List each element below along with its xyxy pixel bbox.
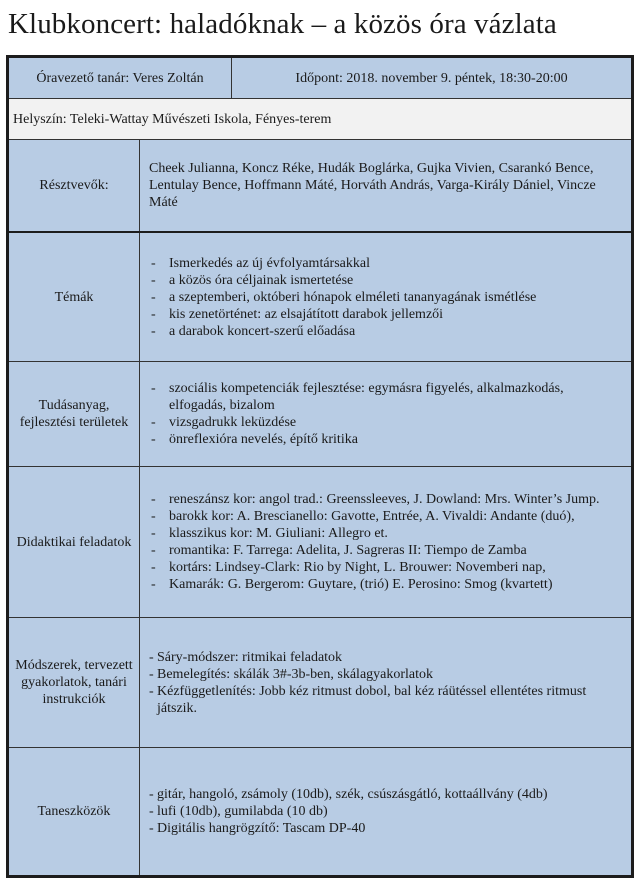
section-row-didaktikai [9,467,631,618]
time-cell: Időpont: 2018. november 9. péntek, 18:30-20:00 [295,70,568,86]
section-row-taneszkozok [9,748,631,875]
list-item: - Kézfüggetlenítés: Jobb kéz ritmust dobol, bal kéz ráütéssel ellentétes ritmust játszik. [149,683,623,717]
section-label: Didaktikai feladatok [9,467,140,617]
section-label: Taneszközök [9,748,140,875]
section-content [140,467,631,617]
list-item: - Bemelegítés: skálák 3#-3b-ben, skálagyakorlatok [149,666,623,683]
list-item: - klasszikus kor: M. Giuliani: Allegro et. [149,525,600,542]
participants-list: Cheek Julianna, Koncz Réke, Hudák Boglárka, Gujka Vivien, Csarankó Bence, Lentulay Bence, Hoffmann Máté, Horváth András, Varga-Király Dániel, Vincze Máté [149,161,596,210]
list-item: - a darabok koncert-szerű előadása [149,323,536,340]
list-item: - a közös óra céljainak ismertetése [149,272,536,289]
list-item: - reneszánsz kor: angol trad.: Greenssleeves, J. Dowland: Mrs. Winter’s Jump. [149,491,600,508]
participants-label: Résztvevők: [9,140,140,231]
tools-list [149,786,548,837]
teacher-cell: Óravezető tanár: Veres Zoltán [9,58,232,98]
list-item: - barokk kor: A. Brescianello: Gavotte, Entrée, A. Vivaldi: Andante (duó), [149,508,600,525]
section-content [140,362,631,466]
list-item: - Kamarák: G. Bergerom: Guytare, (trió) E. Perosino: Smog (kvartett) [149,576,600,593]
list-item: - romantika: F. Tarrega: Adelita, J. Sagreras II: Tiempo de Zamba [149,542,600,559]
list-item: - Ismerkedés az új évfolyamtársakkal [149,255,536,272]
knowledge-list [149,380,623,448]
section-row-tudasanyag [9,362,631,467]
didactic-list [149,491,600,593]
section-content [140,748,631,875]
methods-list [149,649,623,717]
location-row [9,99,631,140]
topic-list [149,255,536,340]
page-title: Klubkoncert: haladóknak – a közös óra vázlata [8,8,557,40]
list-item: - Digitális hangrögzítő: Tascam DP-40 [149,820,548,837]
teacher-time-row [9,58,631,99]
location-cell: Helyszín: Teleki-Wattay Művészeti Iskola, Fényes-terem [13,111,332,127]
section-content [140,618,631,747]
list-item: - Sáry-módszer: ritmikai feladatok [149,649,623,666]
section-content [140,233,631,361]
section-label: Témák [9,233,140,361]
section-label: Tudásanyag, fejlesztési területek [9,362,140,466]
list-item: - vizsgadrukk leküzdése [149,414,623,431]
lesson-plan-table [6,55,634,878]
list-item: - önreflexióra nevelés, építő kritika [149,431,623,448]
section-row-modszerek [9,618,631,748]
list-item: - kis zenetörténet: az elsajátított darabok jellemzői [149,306,536,323]
list-item: - szociális kompetenciák fejlesztése: egymásra figyelés, alkalmazkodás, elfogadás, bizalom [149,380,623,414]
section-row-temak [9,233,631,362]
list-item: - kortárs: Lindsey-Clark: Rio by Night, L. Brouwer: Novemberi nap, [149,559,600,576]
list-item: - lufi (10db), gumilabda (10 db) [149,803,548,820]
list-item: - a szeptemberi, októberi hónapok elméleti tananyagának ismétlése [149,289,536,306]
section-label: Módszerek, tervezett gyakorlatok, tanári instrukciók [9,618,140,747]
participants-row [9,140,631,231]
list-item: - gitár, hangoló, zsámoly (10db), szék, csúszásgátló, kottaállvány (4db) [149,786,548,803]
